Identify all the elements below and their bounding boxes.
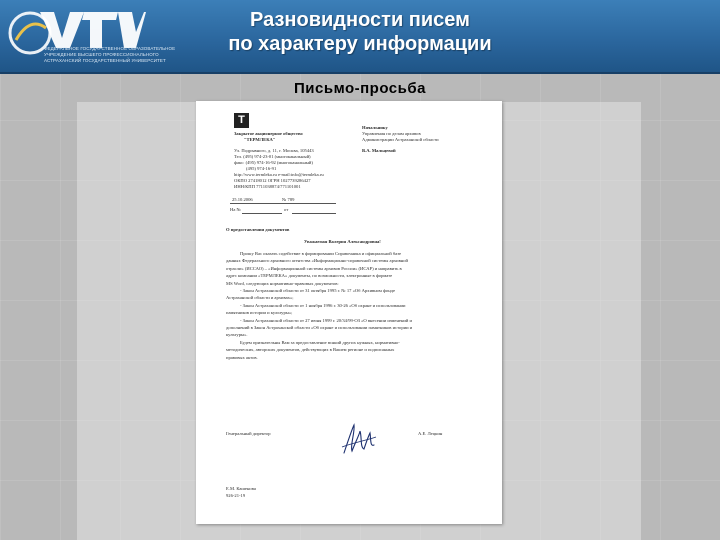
logo-caption-line: ФЕДЕРАЛЬНОЕ ГОСУДАРСТВЕННОЕ ОБРАЗОВАТЕЛЬНОЕ [44, 46, 176, 51]
slide-header [0, 0, 720, 74]
body-line: Будем признательны Вам за предоставление всякий других нужных, нормативно- [240, 339, 400, 345]
reference-from-label: от [284, 207, 289, 212]
date-underline [230, 203, 336, 204]
body-line: - Закон Астраханской области от 1 ноября 1996 г. 30-26 «Об охране и использовании [240, 302, 406, 308]
sender-line: ИНН/КПП 7711038874/771101001 [234, 184, 301, 189]
sender-line: Тел. (495) 974-23-01 (многоканальный) [234, 154, 311, 159]
body-line: данных Федерального архивного агентства «Информационно-справочной системы архивной [226, 258, 409, 264]
sender-line: http://www.termleka.ru e-mail:info@termleka.ru [234, 172, 324, 177]
sender-line: Закрытое акционерное общество [234, 131, 303, 136]
reference-underline [242, 213, 282, 214]
reference-date-underline [292, 213, 336, 214]
logo-caption [44, 46, 176, 64]
letter-document [196, 101, 502, 524]
body-line: культуры». [226, 332, 248, 338]
sender-line: (495) 974-16-91 [246, 166, 277, 171]
recipient-line: Администрации Астраханской области [362, 137, 439, 142]
reference-label: На № [230, 207, 241, 212]
body-line: памятников истории и культуры»; [226, 310, 293, 316]
body-line: методических, авторских документов, действующих в Вашем регионе и подписанных [226, 347, 395, 353]
logo-caption-line: УЧРЕЖДЕНИЕ ВЫСШЕГО ПРОФЕССИОНАЛЬНОГО [44, 52, 159, 57]
body-line: дополнений в Закон Астраханской области «Об охране и использовании памятников истории и [226, 325, 413, 331]
body-line: адрес компании «ТЕРМЛЕКА» документы, по возможности, электронные в формате [226, 273, 393, 279]
slide-title-line-1: Разновидности писем [250, 9, 470, 31]
body-line: Прошу Вас оказать содействие в формировании Справочника и официальной базе [240, 251, 402, 256]
executor-name: Е.М. Кашенова [226, 486, 256, 491]
slide-subtitle: Письмо-просьба [294, 80, 426, 97]
sender-line: Ул. Подрывного, д. 11, г. Москва, 105443 [234, 148, 314, 153]
letter-body [226, 250, 480, 361]
sender-line: ОКПО 27418012 ОГРН 1027739286427 [234, 178, 311, 183]
recipient-line: Управления по делам архивов [362, 131, 421, 136]
executor-phone: 926-21-19 [226, 493, 246, 498]
letter-salutation: Уважаемая Валерия Александровна! [304, 239, 381, 244]
letter-subject: О предоставлении документов [226, 227, 290, 232]
letter-number: № 789 [282, 197, 295, 202]
recipient-name: В.А. Мальцевой [362, 148, 396, 153]
body-line: Астраханской области и архивах»; [226, 295, 294, 301]
signer-title: Генеральный директор [226, 431, 271, 436]
logo-caption-line: АСТРАХАНСКИЙ ГОСУДАРСТВЕННЫЙ УНИВЕРСИТЕТ [44, 58, 166, 63]
body-line: MS Word, следующих нормативно-правовых документов: [226, 280, 339, 286]
body-line: - Закон Астраханской области от 27 июня 1999 г. 20/34/99-ОЗ «О внесении изменений и [240, 317, 412, 323]
company-logo-icon: Т [234, 113, 249, 128]
slide-title [160, 8, 560, 56]
body-line: правовых актов. [226, 354, 258, 360]
sender-line: факс: (495) 974-16-92 (многоканальный) [234, 160, 313, 165]
signature-image [338, 419, 380, 461]
body-line: - Закон Астраханской области от 31 октября 1995 г. № 17 «Об Архивном фонде [240, 288, 396, 294]
slide-title-line-2: по характеру информации [228, 33, 492, 55]
letter-date: 25.10.2006 [232, 197, 253, 202]
body-line: отрасли» (ИССАО) – «Информационной системы архивов России» (ИСАР) и направить в [226, 265, 402, 271]
signer-name: А.Е. Лецкин [418, 431, 443, 436]
sender-company: "ТЕРМЛЕКА" [244, 137, 276, 142]
recipient-line: Начальнику [362, 125, 388, 130]
